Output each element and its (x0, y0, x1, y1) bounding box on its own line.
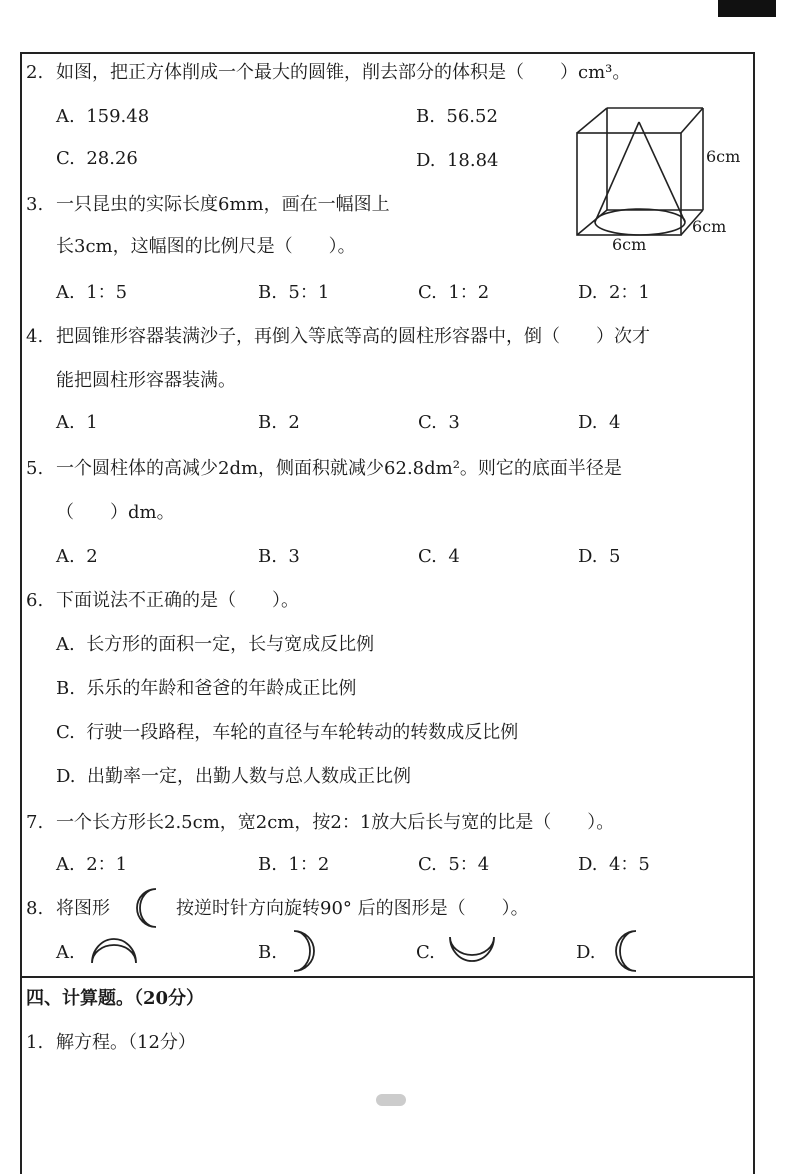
q3-line2: 长3cm，这幅图的比例尺是（ ）。 (56, 236, 356, 257)
q8-option-b[interactable]: B. (258, 942, 277, 963)
section4-title: 四、计算题。（20分） (26, 988, 205, 1009)
crescent-bowl-icon[interactable] (446, 934, 498, 968)
q3-option-c[interactable]: C. 1：2 (418, 282, 490, 303)
q7-option-d[interactable]: D. 4：5 (578, 854, 650, 875)
q2-text: 如图，把正方体削成一个最大的圆锥，削去部分的体积是（ ）cm³。 (56, 62, 631, 83)
crescent-arch-up-icon[interactable] (88, 932, 140, 966)
q7-text: 一个长方形长2.5cm，宽2cm，按2：1放大后长与宽的比是（ ）。 (56, 812, 615, 833)
page-number-marker (376, 1094, 406, 1106)
q2-number: 2. (26, 62, 44, 83)
q4-number: 4. (26, 326, 44, 347)
q3-number: 3. (26, 194, 44, 215)
crescent-left-icon[interactable] (606, 928, 642, 974)
q3-option-a[interactable]: A. 1：5 (56, 282, 128, 303)
q5-line2: （ ）dm。 (56, 502, 175, 523)
q3-option-b[interactable]: B. 5：1 (258, 282, 330, 303)
q5-option-d[interactable]: D. 5 (578, 546, 621, 567)
q7-option-c[interactable]: C. 5：4 (418, 854, 490, 875)
q5-line1: 一个圆柱体的高减少2dm，侧面积就减少62.8dm²。则它的底面半径是 (56, 458, 622, 479)
q8-option-a[interactable]: A. (56, 942, 75, 963)
q8-option-c[interactable]: C. (416, 942, 435, 963)
q4-line2: 能把圆柱形容器装满。 (56, 370, 236, 391)
q6-option-a[interactable]: A. 长方形的面积一定，长与宽成反比例 (56, 634, 375, 655)
q6-text: 下面说法不正确的是（ ）。 (56, 590, 299, 611)
cube-depth-label: 6cm (692, 217, 727, 236)
section-divider (20, 976, 753, 978)
q4-line1: 把圆锥形容器装满沙子，再倒入等底等高的圆柱形容器中，倒（ ）次才 (56, 326, 650, 347)
q8-text-after: 按逆时针方向旋转90° 后的图形是（ ）。 (176, 898, 529, 919)
q8-option-d[interactable]: D. (576, 942, 596, 963)
page-corner-tab (718, 0, 776, 17)
q2-option-d[interactable]: D. 18.84 (416, 150, 499, 171)
q3-line1: 一只昆虫的实际长度6mm，画在一幅图上 (56, 194, 390, 215)
cube-front-face (577, 133, 681, 235)
q5-option-c[interactable]: C. 4 (418, 546, 460, 567)
q2-option-a[interactable]: A. 159.48 (56, 106, 150, 127)
q4-option-a[interactable]: A. 1 (56, 412, 98, 433)
q8-text-before: 将图形 (56, 898, 110, 919)
q7-option-b[interactable]: B. 1：2 (258, 854, 330, 875)
cube-width-label: 6cm (612, 235, 647, 254)
q2-option-c[interactable]: C. 28.26 (56, 148, 138, 169)
q6-option-d[interactable]: D. 出勤率一定，出勤人数与总人数成正比例 (56, 766, 411, 787)
q7-number: 7. (26, 812, 44, 833)
cone-base (595, 209, 685, 235)
q6-option-b[interactable]: B. 乐乐的年龄和爸爸的年龄成正比例 (56, 678, 357, 699)
crescent-right-icon[interactable] (288, 928, 322, 974)
q6-number: 6. (26, 590, 44, 611)
section4-item1-text: 解方程。（12分） (56, 1032, 196, 1053)
q8-number: 8. (26, 898, 44, 919)
q6-option-c[interactable]: C. 行驶一段路程，车轮的直径与车轮转动的转数成反比例 (56, 722, 519, 743)
cube-height-label: 6cm (706, 147, 741, 166)
q4-option-c[interactable]: C. 3 (418, 412, 460, 433)
q5-option-a[interactable]: A. 2 (56, 546, 98, 567)
q5-option-b[interactable]: B. 3 (258, 546, 300, 567)
section4-item1-number: 1. (26, 1032, 44, 1053)
crescent-source-icon (128, 886, 164, 930)
q4-option-b[interactable]: B. 2 (258, 412, 300, 433)
q7-option-a[interactable]: A. 2：1 (56, 854, 128, 875)
q3-option-d[interactable]: D. 2：1 (578, 282, 650, 303)
q5-number: 5. (26, 458, 44, 479)
q2-option-b[interactable]: B. 56.52 (416, 106, 498, 127)
q4-option-d[interactable]: D. 4 (578, 412, 621, 433)
